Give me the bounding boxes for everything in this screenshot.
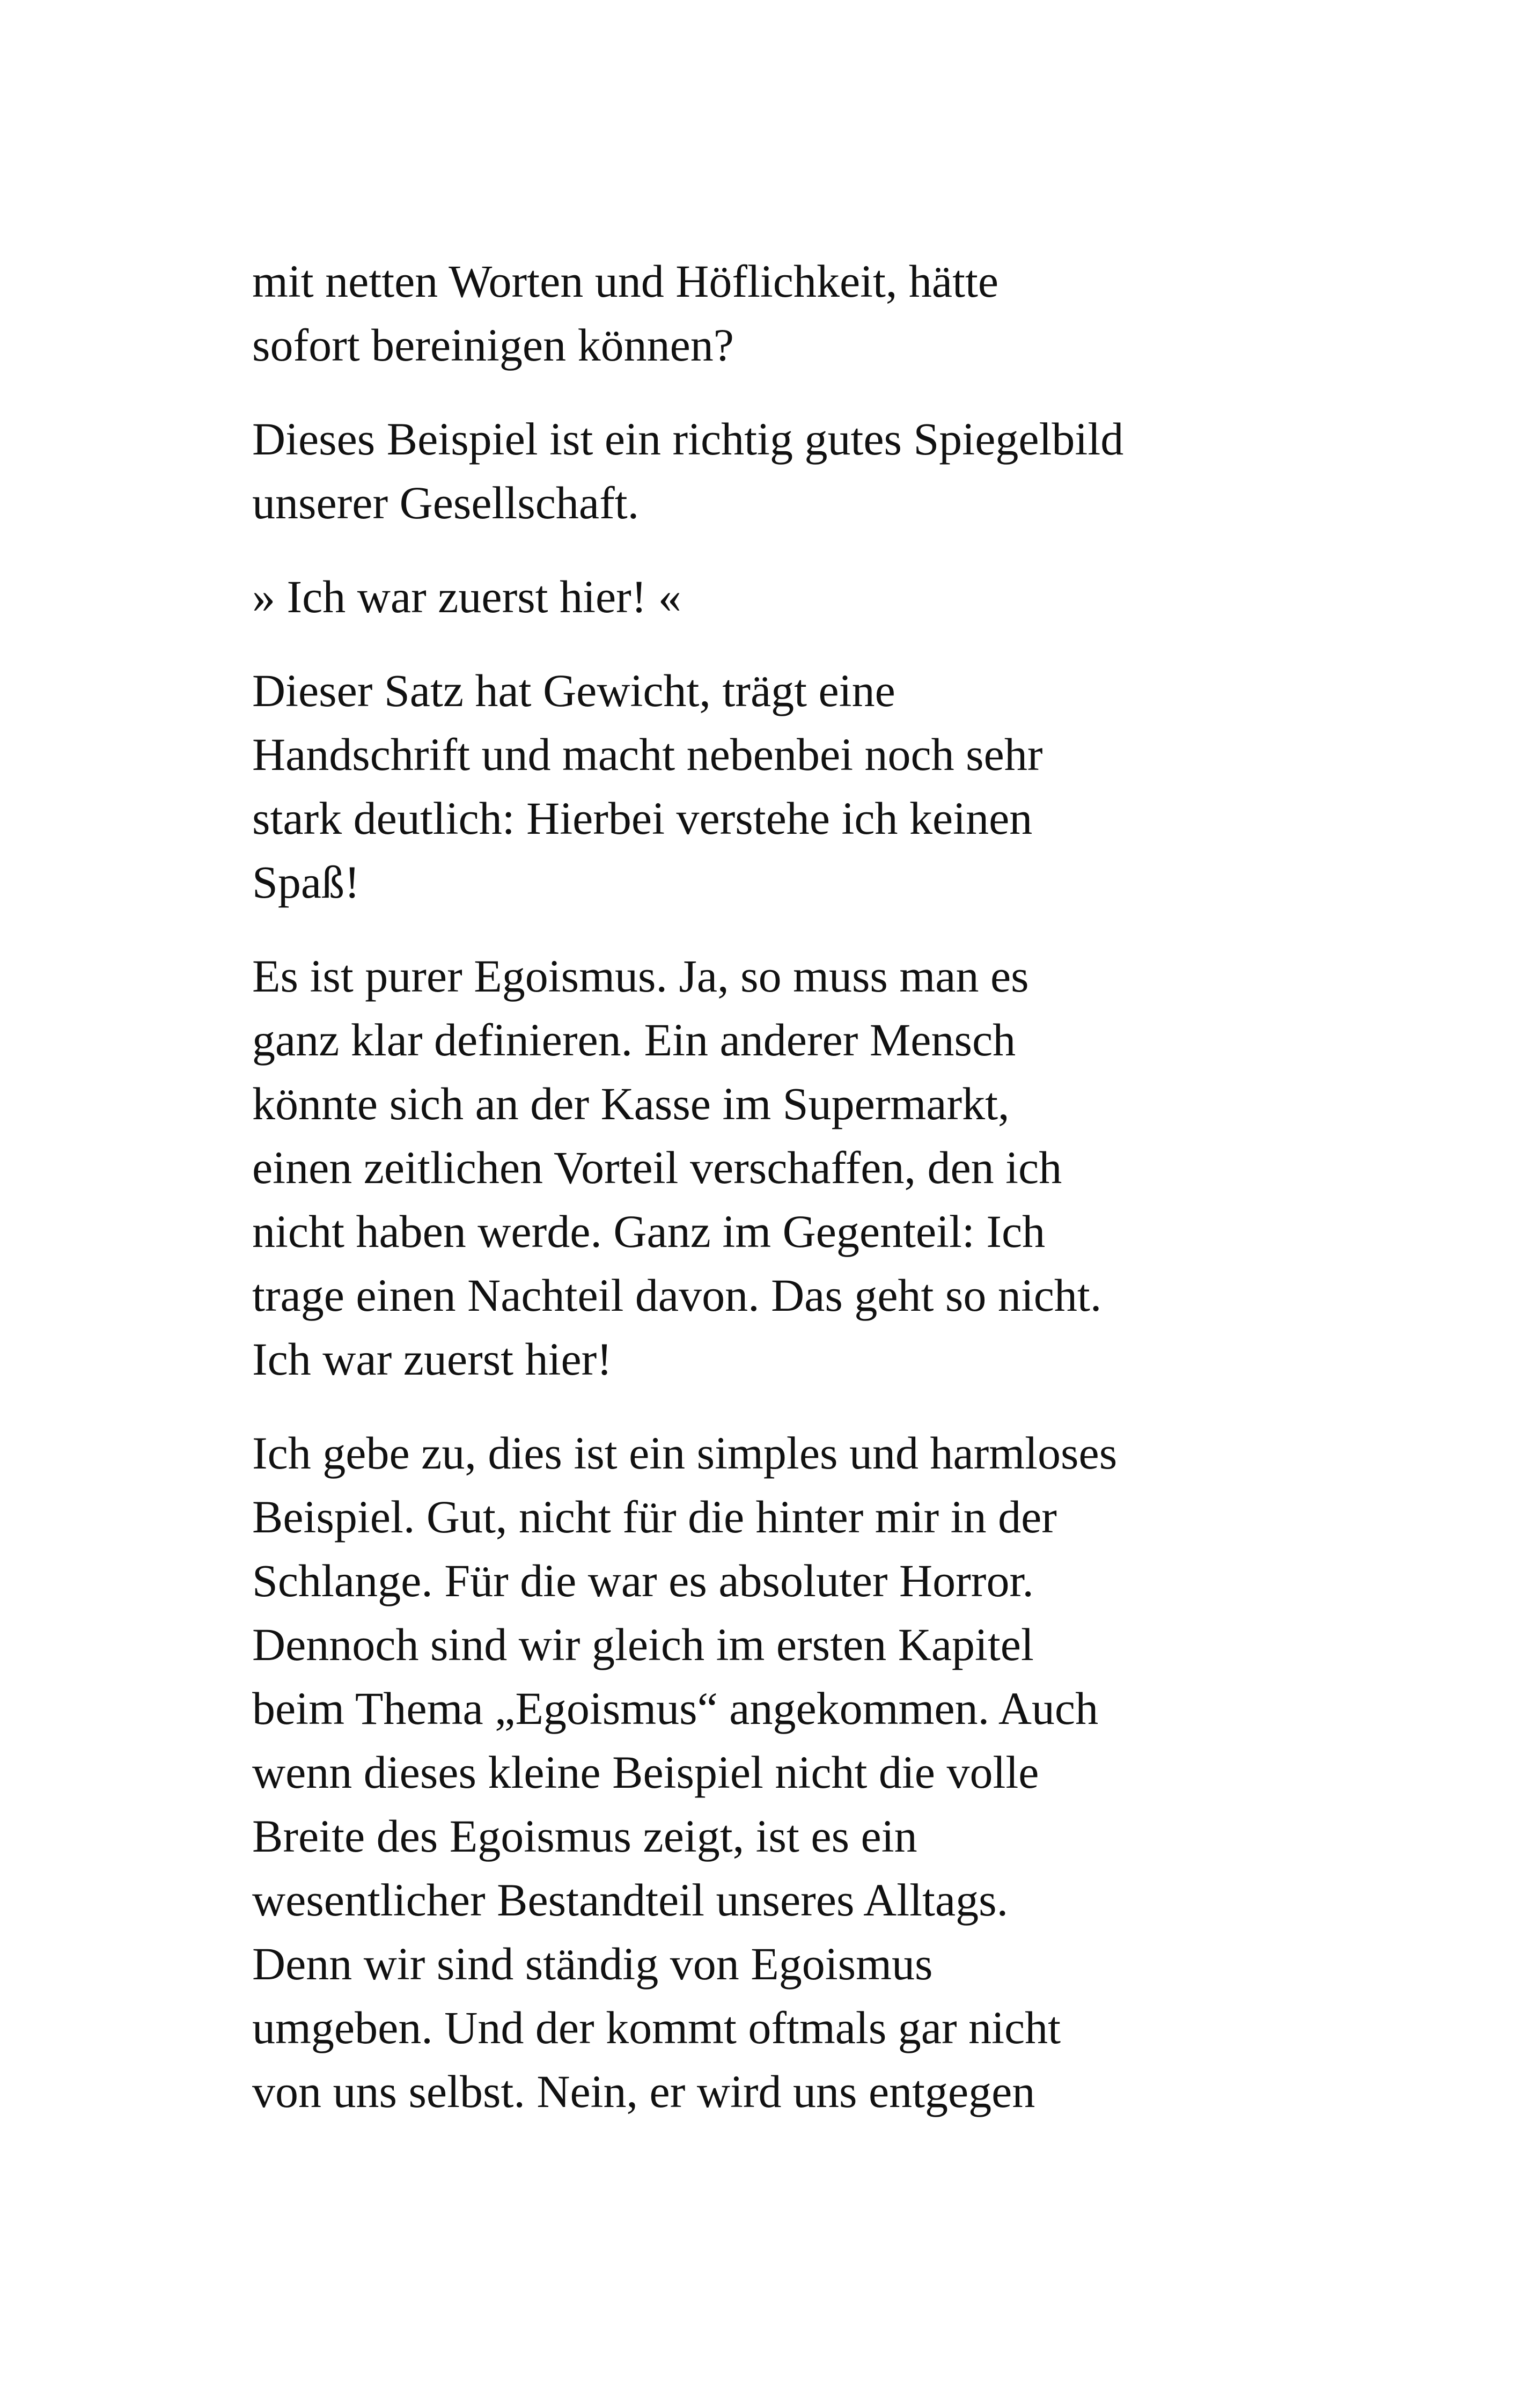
- text-line: Beispiel. Gut, nicht für die hinter mir in der: [252, 1491, 1057, 1543]
- text-line: mit netten Worten und Höflichkeit, hätte: [252, 255, 999, 307]
- text-line: trage einen Nachteil davon. Das geht so nicht.: [252, 1269, 1102, 1321]
- body-text: [252, 249, 1293, 2124]
- text-line: Spaß!: [252, 856, 360, 908]
- text-line: Schlange. Für die war es absoluter Horror.: [252, 1555, 1034, 1606]
- text-line: Handschrift und macht nebenbei noch sehr: [252, 729, 1043, 780]
- paragraph: [252, 659, 1293, 914]
- text-line: könnte sich an der Kasse im Supermarkt,: [252, 1078, 1010, 1129]
- text-line: ganz klar definieren. Ein anderer Mensch: [252, 1014, 1016, 1066]
- paragraph: [252, 249, 1293, 377]
- text-line: stark deutlich: Hierbei verstehe ich keinen: [252, 792, 1033, 844]
- text-line: umgeben. Und der kommt oftmals gar nicht: [252, 2002, 1061, 2053]
- text-line: unserer Gesellschaft.: [252, 477, 640, 528]
- text-line: wesentlicher Bestandteil unseres Alltags.: [252, 1874, 1009, 1926]
- text-line: Dennoch sind wir gleich im ersten Kapitel: [252, 1619, 1034, 1670]
- text-line: Es ist purer Egoismus. Ja, so muss man es: [252, 950, 1029, 1002]
- text-line: nicht haben werde. Ganz im Gegenteil: Ich: [252, 1206, 1046, 1257]
- text-line: von uns selbst. Nein, er wird uns entgegen: [252, 2066, 1035, 2117]
- paragraph: [252, 407, 1293, 535]
- text-line: Breite des Egoismus zeigt, ist es ein: [252, 1810, 917, 1862]
- text-line: Dieser Satz hat Gewicht, trägt eine: [252, 665, 895, 716]
- text-line: einen zeitlichen Vorteil verschaffen, den ich: [252, 1142, 1062, 1193]
- text-line: Dieses Beispiel ist ein richtig gutes Spiegelbild: [252, 413, 1124, 465]
- text-line: » Ich war zuerst hier! «: [252, 571, 681, 622]
- text-line: Ich war zuerst hier!: [252, 1333, 612, 1385]
- text-line: Ich gebe zu, dies ist ein simples und harmloses: [252, 1427, 1118, 1479]
- text-line: beim Thema „Egoismus“ angekommen. Auch: [252, 1683, 1099, 1734]
- text-line: sofort bereinigen können?: [252, 319, 734, 371]
- paragraph: [252, 944, 1293, 1391]
- paragraph-quote: [252, 565, 1293, 629]
- paragraph: [252, 1421, 1293, 2124]
- text-line: Denn wir sind ständig von Egoismus: [252, 1938, 933, 1989]
- text-line: wenn dieses kleine Beispiel nicht die volle: [252, 1746, 1039, 1798]
